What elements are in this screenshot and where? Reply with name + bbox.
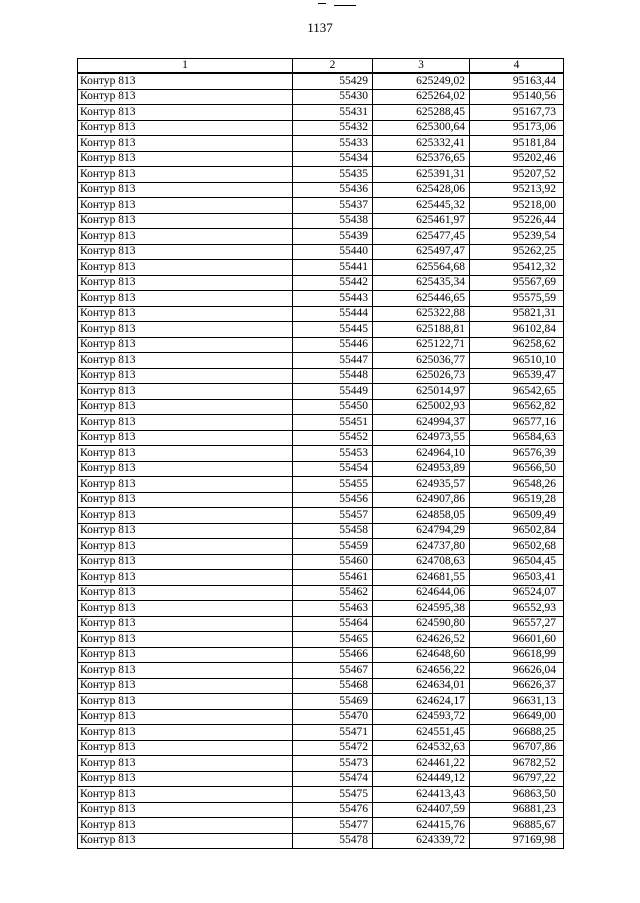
table-row [78, 523, 564, 539]
x-coordinate-cell: 625014,97 [373, 384, 470, 400]
point-number-cell: 55475 [293, 787, 373, 803]
x-coordinate-cell: 625249,02 [373, 73, 470, 89]
point-number-cell: 55477 [293, 818, 373, 834]
y-coordinate-cell: 96797,22 [470, 771, 564, 787]
x-coordinate-cell: 624413,43 [373, 787, 470, 803]
point-number-cell: 55448 [293, 368, 373, 384]
contour-name-cell: Контур 813 [78, 554, 293, 570]
contour-name-cell: Контур 813 [78, 399, 293, 415]
table-row [78, 802, 564, 818]
x-coordinate-cell: 625435,34 [373, 275, 470, 291]
header-row [78, 59, 564, 74]
contour-name-cell: Контур 813 [78, 570, 293, 586]
x-coordinate-cell: 624953,89 [373, 461, 470, 477]
y-coordinate-cell: 96542,65 [470, 384, 564, 400]
table-row [78, 632, 564, 648]
contour-name-cell: Контур 813 [78, 709, 293, 725]
y-coordinate-cell: 96631,13 [470, 694, 564, 710]
point-number-cell: 55478 [293, 833, 373, 849]
table-row [78, 260, 564, 276]
column-header-1: 1 [78, 59, 293, 74]
y-coordinate-cell: 96688,25 [470, 725, 564, 741]
contour-name-cell: Контур 813 [78, 477, 293, 493]
table-row [78, 136, 564, 152]
x-coordinate-cell: 625564,68 [373, 260, 470, 276]
x-coordinate-cell: 624644,06 [373, 585, 470, 601]
point-number-cell: 55456 [293, 492, 373, 508]
point-number-cell: 55437 [293, 198, 373, 214]
table-body [78, 73, 564, 849]
table-row [78, 585, 564, 601]
x-coordinate-cell: 624415,76 [373, 818, 470, 834]
x-coordinate-cell: 624407,59 [373, 802, 470, 818]
point-number-cell: 55473 [293, 756, 373, 772]
contour-name-cell: Контур 813 [78, 167, 293, 183]
x-coordinate-cell: 624681,55 [373, 570, 470, 586]
point-number-cell: 55429 [293, 73, 373, 89]
y-coordinate-cell: 95821,31 [470, 306, 564, 322]
x-coordinate-cell: 625391,31 [373, 167, 470, 183]
point-number-cell: 55469 [293, 694, 373, 710]
y-coordinate-cell: 96885,67 [470, 818, 564, 834]
table-row [78, 73, 564, 89]
contour-name-cell: Контур 813 [78, 415, 293, 431]
contour-name-cell: Контур 813 [78, 306, 293, 322]
contour-name-cell: Контур 813 [78, 73, 293, 89]
table-row [78, 647, 564, 663]
point-number-cell: 55431 [293, 105, 373, 121]
contour-name-cell: Контур 813 [78, 647, 293, 663]
x-coordinate-cell: 625026,73 [373, 368, 470, 384]
table-row [78, 306, 564, 322]
y-coordinate-cell: 96509,49 [470, 508, 564, 524]
contour-name-cell: Контур 813 [78, 678, 293, 694]
x-coordinate-cell: 624449,12 [373, 771, 470, 787]
table-row [78, 539, 564, 555]
table-row [78, 167, 564, 183]
contour-name-cell: Контур 813 [78, 694, 293, 710]
table-row [78, 415, 564, 431]
table-row [78, 461, 564, 477]
point-number-cell: 55451 [293, 415, 373, 431]
x-coordinate-cell: 625497,47 [373, 244, 470, 260]
y-coordinate-cell: 96519,28 [470, 492, 564, 508]
table-row [78, 89, 564, 105]
contour-name-cell: Контур 813 [78, 353, 293, 369]
contour-name-cell: Контур 813 [78, 787, 293, 803]
table-row [78, 105, 564, 121]
y-coordinate-cell: 96584,63 [470, 430, 564, 446]
contour-name-cell: Контур 813 [78, 337, 293, 353]
y-coordinate-cell: 96707,86 [470, 740, 564, 756]
x-coordinate-cell: 625300,64 [373, 120, 470, 136]
y-coordinate-cell: 95202,46 [470, 151, 564, 167]
point-number-cell: 55444 [293, 306, 373, 322]
contour-name-cell: Контур 813 [78, 198, 293, 214]
contour-name-cell: Контур 813 [78, 833, 293, 849]
table-row [78, 477, 564, 493]
point-number-cell: 55439 [293, 229, 373, 245]
table-row [78, 725, 564, 741]
x-coordinate-cell: 625376,65 [373, 151, 470, 167]
y-coordinate-cell: 95239,54 [470, 229, 564, 245]
x-coordinate-cell: 625428,06 [373, 182, 470, 198]
x-coordinate-cell: 625122,71 [373, 337, 470, 353]
x-coordinate-cell: 624964,10 [373, 446, 470, 462]
contour-name-cell: Контур 813 [78, 818, 293, 834]
y-coordinate-cell: 96626,04 [470, 663, 564, 679]
y-coordinate-cell: 95226,44 [470, 213, 564, 229]
coordinates-table [77, 58, 564, 849]
contour-name-cell: Контур 813 [78, 291, 293, 307]
y-coordinate-cell: 96258,62 [470, 337, 564, 353]
table-row [78, 384, 564, 400]
table-row [78, 678, 564, 694]
page-number: 1137 [307, 20, 333, 35]
y-coordinate-cell: 96539,47 [470, 368, 564, 384]
contour-name-cell: Контур 813 [78, 585, 293, 601]
contour-name-cell: Контур 813 [78, 322, 293, 338]
y-coordinate-cell: 96649,00 [470, 709, 564, 725]
contour-name-cell: Контур 813 [78, 771, 293, 787]
contour-name-cell: Контур 813 [78, 802, 293, 818]
x-coordinate-cell: 624737,80 [373, 539, 470, 555]
column-header-2: 2 [293, 59, 373, 74]
contour-name-cell: Контур 813 [78, 275, 293, 291]
table-row [78, 818, 564, 834]
x-coordinate-cell: 625002,93 [373, 399, 470, 415]
table-row [78, 182, 564, 198]
point-number-cell: 55454 [293, 461, 373, 477]
x-coordinate-cell: 624794,29 [373, 523, 470, 539]
x-coordinate-cell: 624634,01 [373, 678, 470, 694]
table-row [78, 353, 564, 369]
table-row [78, 291, 564, 307]
table-row [78, 120, 564, 136]
contour-name-cell: Контур 813 [78, 663, 293, 679]
point-number-cell: 55449 [293, 384, 373, 400]
top-margin-mark [318, 0, 362, 8]
y-coordinate-cell: 96566,50 [470, 461, 564, 477]
y-coordinate-cell: 95207,52 [470, 167, 564, 183]
x-coordinate-cell: 624590,80 [373, 616, 470, 632]
contour-name-cell: Контур 813 [78, 120, 293, 136]
y-coordinate-cell: 95262,25 [470, 244, 564, 260]
contour-name-cell: Контур 813 [78, 461, 293, 477]
point-number-cell: 55470 [293, 709, 373, 725]
y-coordinate-cell: 96552,93 [470, 601, 564, 617]
contour-name-cell: Контур 813 [78, 182, 293, 198]
x-coordinate-cell: 625445,32 [373, 198, 470, 214]
table-header [78, 59, 564, 74]
contour-name-cell: Контур 813 [78, 229, 293, 245]
x-coordinate-cell: 625461,97 [373, 213, 470, 229]
point-number-cell: 55466 [293, 647, 373, 663]
contour-name-cell: Контур 813 [78, 260, 293, 276]
table-row [78, 694, 564, 710]
y-coordinate-cell: 95140,56 [470, 89, 564, 105]
x-coordinate-cell: 625322,88 [373, 306, 470, 322]
y-coordinate-cell: 95412,32 [470, 260, 564, 276]
x-coordinate-cell: 624994,37 [373, 415, 470, 431]
x-coordinate-cell: 624624,17 [373, 694, 470, 710]
contour-name-cell: Контур 813 [78, 213, 293, 229]
y-coordinate-cell: 96502,84 [470, 523, 564, 539]
contour-name-cell: Контур 813 [78, 616, 293, 632]
y-coordinate-cell: 96562,82 [470, 399, 564, 415]
y-coordinate-cell: 96524,07 [470, 585, 564, 601]
y-coordinate-cell: 95163,44 [470, 73, 564, 89]
y-coordinate-cell: 95567,69 [470, 275, 564, 291]
point-number-cell: 55433 [293, 136, 373, 152]
x-coordinate-cell: 624461,22 [373, 756, 470, 772]
point-number-cell: 55453 [293, 446, 373, 462]
point-number-cell: 55465 [293, 632, 373, 648]
point-number-cell: 55432 [293, 120, 373, 136]
y-coordinate-cell: 95173,06 [470, 120, 564, 136]
y-coordinate-cell: 96577,16 [470, 415, 564, 431]
x-coordinate-cell: 625477,45 [373, 229, 470, 245]
contour-name-cell: Контур 813 [78, 136, 293, 152]
x-coordinate-cell: 624626,52 [373, 632, 470, 648]
contour-name-cell: Контур 813 [78, 368, 293, 384]
contour-name-cell: Контур 813 [78, 492, 293, 508]
table-row [78, 570, 564, 586]
table-row [78, 833, 564, 849]
point-number-cell: 55468 [293, 678, 373, 694]
column-header-4: 4 [470, 59, 564, 74]
x-coordinate-cell: 625446,65 [373, 291, 470, 307]
x-coordinate-cell: 624648,60 [373, 647, 470, 663]
y-coordinate-cell: 95181,84 [470, 136, 564, 152]
y-coordinate-cell: 96618,99 [470, 647, 564, 663]
x-coordinate-cell: 625288,45 [373, 105, 470, 121]
contour-name-cell: Контур 813 [78, 89, 293, 105]
contour-name-cell: Контур 813 [78, 725, 293, 741]
point-number-cell: 55445 [293, 322, 373, 338]
contour-name-cell: Контур 813 [78, 151, 293, 167]
table-row [78, 198, 564, 214]
table-row [78, 151, 564, 167]
table-row [78, 663, 564, 679]
point-number-cell: 55440 [293, 244, 373, 260]
point-number-cell: 55438 [293, 213, 373, 229]
contour-name-cell: Контур 813 [78, 105, 293, 121]
table-row [78, 771, 564, 787]
y-coordinate-cell: 95167,73 [470, 105, 564, 121]
contour-name-cell: Контур 813 [78, 384, 293, 400]
point-number-cell: 55462 [293, 585, 373, 601]
point-number-cell: 55446 [293, 337, 373, 353]
column-header-3: 3 [373, 59, 470, 74]
x-coordinate-cell: 624708,63 [373, 554, 470, 570]
point-number-cell: 55430 [293, 89, 373, 105]
x-coordinate-cell: 624858,05 [373, 508, 470, 524]
point-number-cell: 55443 [293, 291, 373, 307]
y-coordinate-cell: 96504,45 [470, 554, 564, 570]
y-coordinate-cell: 96881,23 [470, 802, 564, 818]
x-coordinate-cell: 625188,81 [373, 322, 470, 338]
x-coordinate-cell: 625332,41 [373, 136, 470, 152]
y-coordinate-cell: 96576,39 [470, 446, 564, 462]
y-coordinate-cell: 96502,68 [470, 539, 564, 555]
table-row [78, 740, 564, 756]
y-coordinate-cell: 95213,92 [470, 182, 564, 198]
x-coordinate-cell: 624595,38 [373, 601, 470, 617]
y-coordinate-cell: 96863,50 [470, 787, 564, 803]
table-row [78, 709, 564, 725]
top-mark-dash-short [318, 3, 326, 4]
table-row [78, 787, 564, 803]
point-number-cell: 55434 [293, 151, 373, 167]
point-number-cell: 55461 [293, 570, 373, 586]
point-number-cell: 55441 [293, 260, 373, 276]
y-coordinate-cell: 96510,10 [470, 353, 564, 369]
table-row [78, 430, 564, 446]
point-number-cell: 55458 [293, 523, 373, 539]
point-number-cell: 55471 [293, 725, 373, 741]
x-coordinate-cell: 624593,72 [373, 709, 470, 725]
table-row [78, 616, 564, 632]
point-number-cell: 55435 [293, 167, 373, 183]
y-coordinate-cell: 95218,00 [470, 198, 564, 214]
contour-name-cell: Контур 813 [78, 756, 293, 772]
table-row [78, 213, 564, 229]
point-number-cell: 55436 [293, 182, 373, 198]
point-number-cell: 55457 [293, 508, 373, 524]
top-mark-dash-long [334, 5, 356, 6]
table-row [78, 399, 564, 415]
table-row [78, 446, 564, 462]
y-coordinate-cell: 95575,59 [470, 291, 564, 307]
table-row [78, 756, 564, 772]
table-row [78, 492, 564, 508]
y-coordinate-cell: 96503,41 [470, 570, 564, 586]
contour-name-cell: Контур 813 [78, 523, 293, 539]
y-coordinate-cell: 96626,37 [470, 678, 564, 694]
x-coordinate-cell: 624907,86 [373, 492, 470, 508]
point-number-cell: 55455 [293, 477, 373, 493]
y-coordinate-cell: 97169,98 [470, 833, 564, 849]
table-row [78, 554, 564, 570]
point-number-cell: 55472 [293, 740, 373, 756]
table-row [78, 601, 564, 617]
y-coordinate-cell: 96782,52 [470, 756, 564, 772]
table-row [78, 337, 564, 353]
contour-name-cell: Контур 813 [78, 430, 293, 446]
x-coordinate-cell: 624339,72 [373, 833, 470, 849]
point-number-cell: 55467 [293, 663, 373, 679]
x-coordinate-cell: 624656,22 [373, 663, 470, 679]
table-row [78, 244, 564, 260]
x-coordinate-cell: 625264,02 [373, 89, 470, 105]
y-coordinate-cell: 96102,84 [470, 322, 564, 338]
contour-name-cell: Контур 813 [78, 446, 293, 462]
contour-name-cell: Контур 813 [78, 632, 293, 648]
y-coordinate-cell: 96601,60 [470, 632, 564, 648]
table-row [78, 368, 564, 384]
y-coordinate-cell: 96548,26 [470, 477, 564, 493]
contour-name-cell: Контур 813 [78, 539, 293, 555]
table-row [78, 229, 564, 245]
point-number-cell: 55459 [293, 539, 373, 555]
point-number-cell: 55450 [293, 399, 373, 415]
contour-name-cell: Контур 813 [78, 601, 293, 617]
table-row [78, 322, 564, 338]
point-number-cell: 55464 [293, 616, 373, 632]
table-row [78, 508, 564, 524]
contour-name-cell: Контур 813 [78, 740, 293, 756]
x-coordinate-cell: 624532,63 [373, 740, 470, 756]
point-number-cell: 55463 [293, 601, 373, 617]
point-number-cell: 55460 [293, 554, 373, 570]
x-coordinate-cell: 624935,57 [373, 477, 470, 493]
table-row [78, 275, 564, 291]
contour-name-cell: Контур 813 [78, 244, 293, 260]
point-number-cell: 55476 [293, 802, 373, 818]
contour-name-cell: Контур 813 [78, 508, 293, 524]
point-number-cell: 55447 [293, 353, 373, 369]
x-coordinate-cell: 624973,55 [373, 430, 470, 446]
point-number-cell: 55474 [293, 771, 373, 787]
x-coordinate-cell: 625036,77 [373, 353, 470, 369]
point-number-cell: 55442 [293, 275, 373, 291]
y-coordinate-cell: 96557,27 [470, 616, 564, 632]
point-number-cell: 55452 [293, 430, 373, 446]
x-coordinate-cell: 624551,45 [373, 725, 470, 741]
